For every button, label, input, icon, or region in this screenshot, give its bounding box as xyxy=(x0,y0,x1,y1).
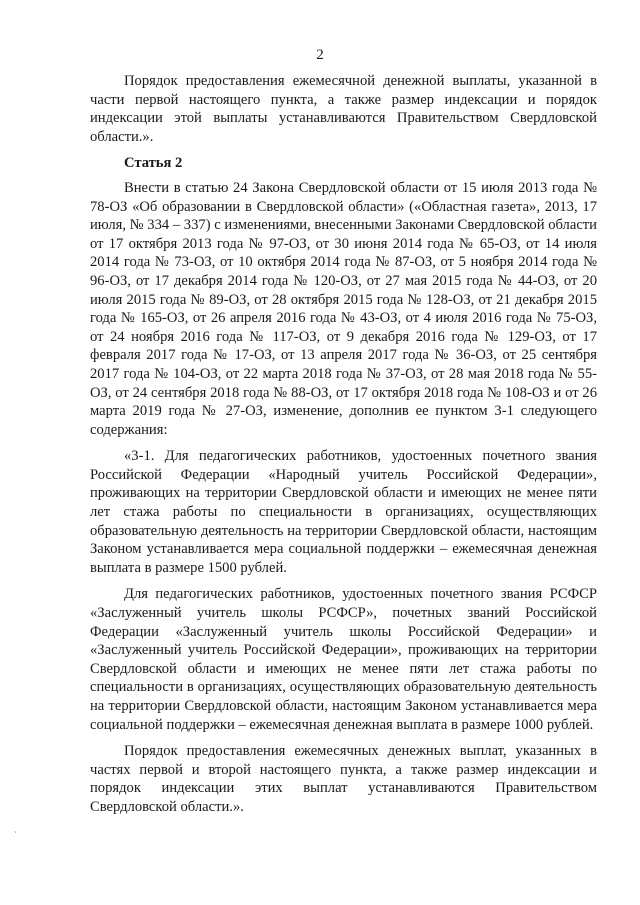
article-heading: Статья 2 xyxy=(124,155,183,172)
page-number: 2 xyxy=(316,47,324,63)
paragraph-amendment-intro: Внести в статью 24 Закона Свердловской области от 15 июля 2013 года № 78-ОЗ «Об образовании в Свердловской области» («Областная газета», 2013, 17 июля, № 334 – 337) с изменениями, внесенными Законами Свердловской области от 17 октября 2013 года № 97-ОЗ, от 30 июня 2014 года № 65-ОЗ, от 14 июля 2014 года № 73-ОЗ, от 10 октября 2014 года № 87-ОЗ, от 5 ноября 2014 года № 96-ОЗ, от 17 декабря 2014 года № 120-ОЗ, от 27 мая 2015 года № 44-ОЗ, от 20 июля 2015 года № 89-ОЗ, от 28 октября 2015 года № 128-ОЗ, от 21 декабря 2015 года № 165-ОЗ, от 26 апреля 2016 года № 43-ОЗ, от 4 июля 2016 года № 75-ОЗ, от 24 ноября 2016 года № 117-ОЗ, от 9 декабря 2016 года № 129-ОЗ, от 17 февраля 2017 года № 17-ОЗ, от 13 апреля 2017 года № 36-ОЗ, от 25 сентября 2017 года № 104-ОЗ, от 22 марта 2018 года № 37-ОЗ, от 28 мая 2018 года № 55-ОЗ, от 24 сентября 2018 года № 88-ОЗ, от 17 октября 2018 года № 108-ОЗ и от 26 марта 2019 года № 27-ОЗ, изменение, дополнив ее пунктом 3-1 следующего содержания: xyxy=(90,179,597,438)
paragraph-honored-teachers: Для педагогических работников, удостоенных почетного звания РСФСР «Заслуженный учитель школы РСФСР», почетных званий Российской Федерации «Заслуженный учитель школы Российской Федерации» и «Заслуженный учитель Российской Федерации», проживающих на территории Свердловской области и имеющих не менее пяти лет стажа работы по специальности в организациях, осуществляющих образовательную деятельность на территории Свердловской области, настоящим Законом устанавливается мера социальной поддержки – ежемесячная денежная выплата в размере 1000 рублей. xyxy=(90,586,597,733)
document-body xyxy=(90,72,597,817)
paragraph-payment-procedure: Порядок предоставления ежемесячных денежных выплат, указанных в частях первой и второй настоящего пункта, а также размер индексации и порядок индексации этих выплат устанавливаются Правительством Свердловской области.». xyxy=(90,743,597,815)
paragraph-order-of-payment: Порядок предоставления ежемесячной денежной выплаты, указанной в части первой настоящего пункта, а также размер индексации и порядок индексации этой выплаты устанавливаются Правительством Свердловской области.». xyxy=(90,73,597,145)
paragraph-clause-3-1: «3-1. Для педагогических работников, удостоенных почетного звания Российской Федерации «Народный учитель Российской Федерации», проживающих на территории Свердловской области и имеющих не менее пяти лет стажа работы по специальности в организациях, осуществляющих образовательную деятельность на территории Свердловской области, настоящим Законом устанавливается мера социальной поддержки – ежемесячная денежная выплата в размере 1500 рублей. xyxy=(90,448,597,576)
scan-speck: ` xyxy=(14,830,17,840)
